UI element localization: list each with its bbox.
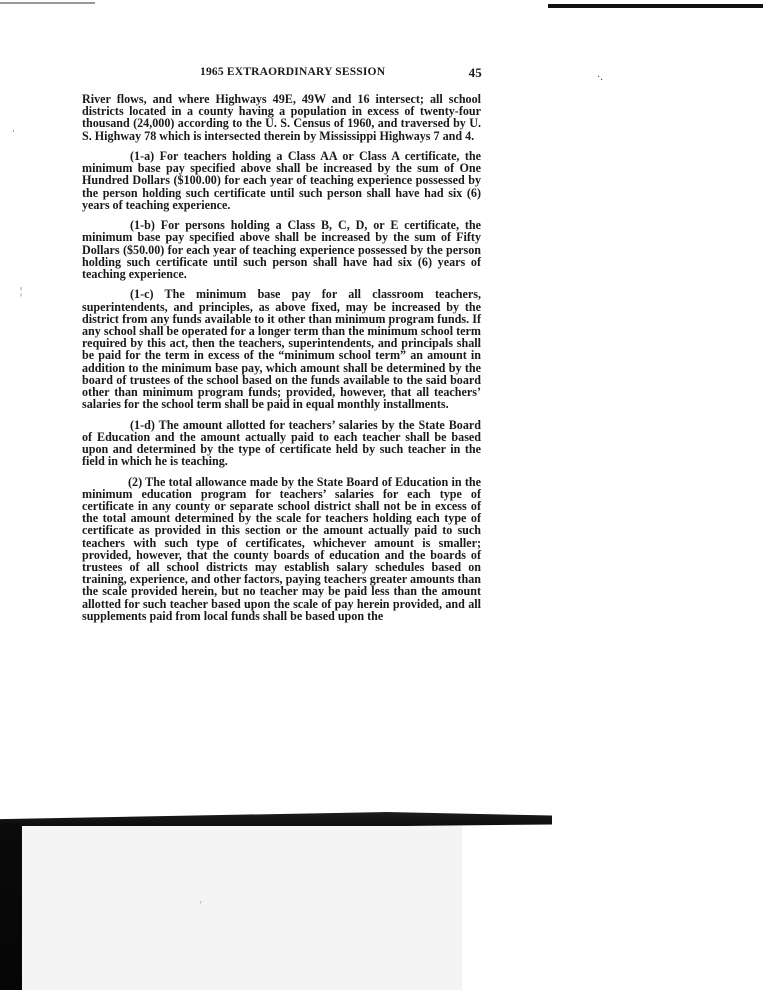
scan-shadow-inner <box>22 826 462 990</box>
paragraph-2: (2) The total allowance made by the State Board of Education in the minimum education program for teachers’ salaries for each type of certificate in any county or separate school district shall not be in excess of the total amount determined by the scale for teachers holding each type of certificate as provided in this section or the amount actually paid to such teachers with such type of certificates, whichever amount is smaller; provided, however, that the county boards of education and the boards of trustees of all school districts may establish salary schedules based on training, experience, and other factors, paying teachers greater amounts than the scale provided herein, but no teacher may be paid less than the amount allotted for such teacher based upon the scale of pay herein provided, and all supplements paid from local funds shall be based upon the <box>82 474 481 623</box>
paragraph-1a: (1-a) For teachers holding a Class AA or Class A certificate, the minimum base pay specified above shall be increased by the sum of One Hundred Dollars ($100.00) for each year of teaching experience possessed by the person holding such certificate until such person shall have had six (6) years of teaching experience. <box>82 149 481 212</box>
running-head: 1965 EXTRAORDINARY SESSION <box>200 66 386 78</box>
paragraph-1b: (1-b) For persons holding a Class B, C, D, or E certificate, the minimum base pay specified above shall be increased by the sum of Fifty Dollars ($50.00) for each year of teaching experience possessed by the person holding such certificate until such person shall have had six (6) years of teaching experience. <box>82 218 481 282</box>
paragraph-continuation: River flows, and where Highways 49E, 49W and 16 intersect; all school districts located in a county having a population in excess of twenty-four thousand (24,000) according to the U. S. Census of 1960, and traversed by U. S. Highway 78 which is intersected therein by Mississippi Highways 7 and 4. <box>82 92 481 143</box>
scan-edge-bar <box>548 4 763 8</box>
page-number: 45 <box>468 65 482 80</box>
paragraph-1c: (1-c) The minimum base pay for all classroom teachers, superintendents, and principles, as above fixed, may be increased by the district from any funds available to it other than minimum program funds. If any school shall be operated for a longer term than the minimum school term required by this act, then the teachers, superintendents, and principals shall be paid for the term in excess of the “minimum school term” an amount in addition to the minimum base pay, which amount shall be determined by the board of trustees of the school based on the funds available to the said board other than minimum program funds; provided, however, that all teachers’ salaries for the school term shall be paid in equal monthly installments. <box>82 287 481 412</box>
page-header <box>82 66 482 82</box>
page-body <box>82 93 481 630</box>
scan-edge-mark <box>0 2 95 4</box>
paragraph-1d: (1-d) The amount allotted for teachers’ salaries by the State Board of Education and the amount actually paid to each teacher shall be based upon and determined by the type of certificate held by such teacher in the field in which he is teaching. <box>82 417 481 469</box>
scan-speck: · <box>12 126 15 136</box>
scan-speck: ¦ <box>20 286 23 297</box>
scan-speck: ·. <box>597 72 603 83</box>
scan-speck: ' <box>200 900 202 909</box>
